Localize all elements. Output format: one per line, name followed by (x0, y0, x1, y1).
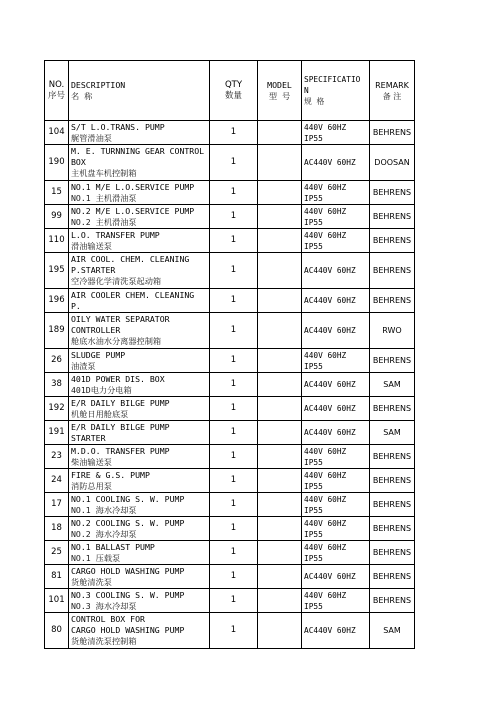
cell-remark: BEHRENS (370, 181, 415, 205)
cell-model (258, 613, 302, 649)
cell-qty: 1 (210, 397, 258, 421)
cell-specification: 440V 60HZ IP55 (302, 445, 370, 469)
cell-no: 17 (45, 493, 69, 517)
table-row (45, 517, 415, 541)
cell-qty: 1 (210, 313, 258, 349)
cell-description: AIR COOLER CHEM. CLEANING P. (69, 289, 210, 313)
table-body (45, 121, 415, 649)
cell-no: 18 (45, 517, 69, 541)
cell-remark: BEHRENS (370, 517, 415, 541)
cell-no: 80 (45, 613, 69, 649)
cell-remark: BEHRENS (370, 397, 415, 421)
cell-qty: 1 (210, 229, 258, 253)
cell-specification: 440V 60HZ IP55 (302, 469, 370, 493)
cell-qty: 1 (210, 121, 258, 145)
table-row (45, 181, 415, 205)
cell-no: 195 (45, 253, 69, 289)
table-row (45, 229, 415, 253)
cell-specification: 440V 60HZ IP55 (302, 493, 370, 517)
cell-qty: 1 (210, 493, 258, 517)
header-description: DESCRIPTION 名 称 (69, 61, 210, 121)
cell-description: E/R DAILY BILGE PUMP 机舱日用舱底泵 (69, 397, 210, 421)
header-specification: SPECIFICATIO N 规 格 (302, 61, 370, 121)
cell-qty: 1 (210, 517, 258, 541)
equipment-list-table (44, 60, 415, 649)
cell-specification: 440V 60HZ IP55 (302, 181, 370, 205)
cell-no: 24 (45, 469, 69, 493)
table-row (45, 313, 415, 349)
cell-no: 101 (45, 589, 69, 613)
cell-remark: BEHRENS (370, 121, 415, 145)
table-row (45, 397, 415, 421)
cell-specification: AC440V 60HZ (302, 373, 370, 397)
cell-model (258, 253, 302, 289)
cell-description: 401D POWER DIS. BOX 401D电力分电箱 (69, 373, 210, 397)
cell-description: SLUDGE PUMP 油渣泵 (69, 349, 210, 373)
cell-model (258, 289, 302, 313)
cell-qty: 1 (210, 469, 258, 493)
table-row (45, 445, 415, 469)
cell-no: 189 (45, 313, 69, 349)
table-row (45, 253, 415, 289)
cell-description: NO.1 M/E L.O.SERVICE PUMP NO.1 主机滑油泵 (69, 181, 210, 205)
cell-qty: 1 (210, 145, 258, 181)
cell-model (258, 541, 302, 565)
header-model: MODEL 型 号 (258, 61, 302, 121)
cell-description: S/T L.O.TRANS. PUMP 艉管滑油泵 (69, 121, 210, 145)
cell-qty: 1 (210, 421, 258, 445)
cell-description: E/R DAILY BILGE PUMP STARTER (69, 421, 210, 445)
cell-specification: 440V 60HZ IP55 (302, 229, 370, 253)
cell-description: NO.2 M/E L.O.SERVICE PUMP NO.2 主机滑油泵 (69, 205, 210, 229)
cell-qty: 1 (210, 181, 258, 205)
cell-specification: 440V 60HZ IP55 (302, 541, 370, 565)
cell-remark: BEHRENS (370, 469, 415, 493)
cell-no: 99 (45, 205, 69, 229)
cell-specification: AC440V 60HZ (302, 397, 370, 421)
table-row (45, 349, 415, 373)
cell-no: 81 (45, 565, 69, 589)
cell-model (258, 349, 302, 373)
table-row (45, 541, 415, 565)
cell-qty: 1 (210, 565, 258, 589)
cell-model (258, 565, 302, 589)
cell-model (258, 229, 302, 253)
cell-remark: DOOSAN (370, 145, 415, 181)
cell-qty: 1 (210, 373, 258, 397)
cell-model (258, 313, 302, 349)
cell-qty: 1 (210, 289, 258, 313)
cell-no: 23 (45, 445, 69, 469)
cell-description: L.O. TRANSFER PUMP 滑油输送泵 (69, 229, 210, 253)
cell-remark: SAM (370, 421, 415, 445)
cell-no: 110 (45, 229, 69, 253)
cell-model (258, 121, 302, 145)
cell-no: 104 (45, 121, 69, 145)
cell-model (258, 373, 302, 397)
cell-description: NO.2 COOLING S. W. PUMP NO.2 海水冷却泵 (69, 517, 210, 541)
cell-remark: BEHRENS (370, 229, 415, 253)
table-row (45, 373, 415, 397)
header-qty: QTY 数量 (210, 61, 258, 121)
cell-specification: 440V 60HZ IP55 (302, 589, 370, 613)
cell-specification: AC440V 60HZ (302, 253, 370, 289)
cell-specification: AC440V 60HZ (302, 421, 370, 445)
cell-remark: BEHRENS (370, 589, 415, 613)
table-row (45, 421, 415, 445)
header-no: NO. 序号 (45, 61, 69, 121)
cell-description: FIRE & G.S. PUMP 消防总用泵 (69, 469, 210, 493)
cell-description: CARGO HOLD WASHING PUMP 货舱清洗泵 (69, 565, 210, 589)
cell-specification: AC440V 60HZ (302, 145, 370, 181)
cell-model (258, 445, 302, 469)
cell-qty: 1 (210, 349, 258, 373)
cell-model (258, 589, 302, 613)
cell-description: OILY WATER SEPARATOR CONTROLLER 舱底水油水分离器控制箱 (69, 313, 210, 349)
cell-specification: AC440V 60HZ (302, 313, 370, 349)
cell-no: 26 (45, 349, 69, 373)
table-header-row (45, 61, 415, 121)
cell-model (258, 517, 302, 541)
cell-qty: 1 (210, 589, 258, 613)
cell-remark: BEHRENS (370, 349, 415, 373)
cell-no: 25 (45, 541, 69, 565)
cell-qty: 1 (210, 205, 258, 229)
cell-remark: BEHRENS (370, 205, 415, 229)
cell-remark: BEHRENS (370, 541, 415, 565)
cell-qty: 1 (210, 445, 258, 469)
cell-remark: SAM (370, 373, 415, 397)
cell-specification: 440V 60HZ IP55 (302, 349, 370, 373)
cell-qty: 1 (210, 253, 258, 289)
cell-description: NO.1 COOLING S. W. PUMP NO.1 海水冷却泵 (69, 493, 210, 517)
cell-no: 191 (45, 421, 69, 445)
cell-model (258, 181, 302, 205)
cell-remark: BEHRENS (370, 565, 415, 589)
cell-no: 190 (45, 145, 69, 181)
cell-remark: BEHRENS (370, 253, 415, 289)
table-row (45, 469, 415, 493)
cell-specification: AC440V 60HZ (302, 613, 370, 649)
cell-remark: BEHRENS (370, 493, 415, 517)
header-remark: REMARK 备 注 (370, 61, 415, 121)
cell-model (258, 145, 302, 181)
table-row (45, 565, 415, 589)
cell-no: 196 (45, 289, 69, 313)
cell-no: 192 (45, 397, 69, 421)
cell-model (258, 205, 302, 229)
cell-no: 38 (45, 373, 69, 397)
cell-remark: BEHRENS (370, 289, 415, 313)
table-row (45, 145, 415, 181)
cell-description: AIR COOL. CHEM. CLEANING P.STARTER 空冷器化学清洗泵起动箱 (69, 253, 210, 289)
table-row (45, 205, 415, 229)
cell-model (258, 493, 302, 517)
table-row (45, 613, 415, 649)
cell-description: M.D.O. TRANSFER PUMP 柴油输送泵 (69, 445, 210, 469)
cell-no: 15 (45, 181, 69, 205)
cell-description: NO.1 BALLAST PUMP NO.1 压载泵 (69, 541, 210, 565)
cell-qty: 1 (210, 541, 258, 565)
cell-model (258, 397, 302, 421)
table-row (45, 121, 415, 145)
cell-description: NO.3 COOLING S. W. PUMP NO.3 海水冷却泵 (69, 589, 210, 613)
cell-remark: RWO (370, 313, 415, 349)
table-row (45, 589, 415, 613)
cell-model (258, 469, 302, 493)
cell-specification: AC440V 60HZ (302, 565, 370, 589)
cell-specification: 440V 60HZ IP55 (302, 121, 370, 145)
cell-remark: SAM (370, 613, 415, 649)
cell-description: CONTROL BOX FOR CARGO HOLD WASHING PUMP 货舱清洗泵控制箱 (69, 613, 210, 649)
cell-specification: AC440V 60HZ (302, 289, 370, 313)
cell-remark: BEHRENS (370, 445, 415, 469)
cell-specification: 440V 60HZ IP55 (302, 205, 370, 229)
table-row (45, 289, 415, 313)
cell-model (258, 421, 302, 445)
cell-qty: 1 (210, 613, 258, 649)
table-row (45, 493, 415, 517)
cell-specification: 440V 60HZ IP55 (302, 517, 370, 541)
cell-description: M. E. TURNNING GEAR CONTROL BOX 主机盘车机控制箱 (69, 145, 210, 181)
